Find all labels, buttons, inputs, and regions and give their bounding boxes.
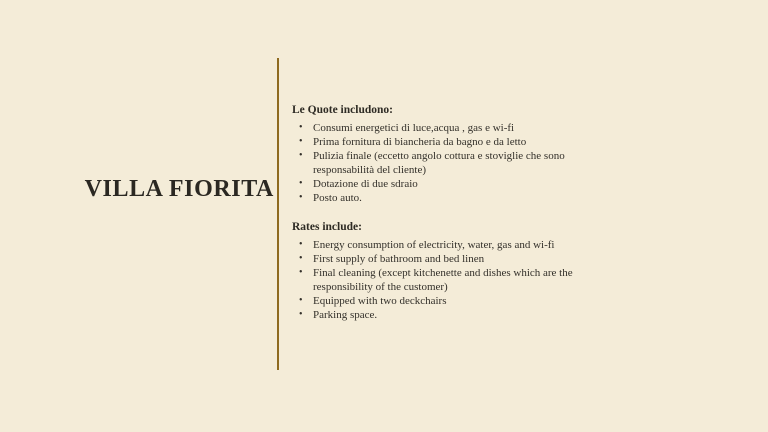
- list-item-text: Energy consumption of electricity, water, gas and wi-fi: [313, 239, 555, 251]
- bullet-list-english: [292, 238, 578, 322]
- list-item: [292, 177, 578, 191]
- bullet-icon: •: [299, 253, 303, 264]
- bullet-icon: •: [299, 295, 303, 306]
- section-heading-english: Rates include:: [292, 221, 362, 233]
- bullet-list-italian: [292, 121, 578, 205]
- section-heading-italian: Le Quote includono:: [292, 104, 393, 116]
- vertical-divider: [277, 58, 279, 370]
- content-column: [292, 103, 578, 322]
- list-item-text: First supply of bathroom and bed linen: [313, 253, 485, 265]
- list-item: [292, 252, 578, 266]
- list-item-text: Dotazione di due sdraio: [313, 178, 418, 190]
- list-item-text: Consumi energetici di luce,acqua , gas e wi-fi: [313, 122, 515, 134]
- bullet-icon: •: [299, 192, 303, 203]
- list-item: [292, 135, 578, 149]
- list-item-text: Prima fornitura di biancheria da bagno e da letto: [313, 136, 527, 148]
- bullet-icon: •: [299, 267, 303, 278]
- bullet-icon: •: [299, 136, 303, 147]
- list-item: [292, 149, 578, 177]
- section-english: [292, 220, 578, 322]
- bullet-icon: •: [299, 309, 303, 320]
- list-item: [292, 294, 578, 308]
- list-item-text: Posto auto.: [313, 192, 362, 204]
- list-item-text: Final cleaning (except kitchenette and dishes which are the responsibility of the customer): [313, 267, 573, 293]
- list-item-text: Equipped with two deckchairs: [313, 295, 447, 307]
- title-pane: [0, 174, 276, 204]
- list-item: [292, 191, 578, 205]
- page-title: VILLA FIORITA: [84, 176, 274, 202]
- list-item: [292, 121, 578, 135]
- list-item: [292, 266, 578, 294]
- section-italian: [292, 103, 578, 205]
- list-item: [292, 238, 578, 252]
- list-item-text: Parking space.: [313, 309, 378, 321]
- bullet-icon: •: [299, 150, 303, 161]
- list-item-text: Pulizia finale (eccetto angolo cottura e stoviglie che sono responsabilità del cliente): [313, 150, 565, 176]
- list-item: [292, 308, 578, 322]
- bullet-icon: •: [299, 239, 303, 250]
- bullet-icon: •: [299, 122, 303, 133]
- bullet-icon: •: [299, 178, 303, 189]
